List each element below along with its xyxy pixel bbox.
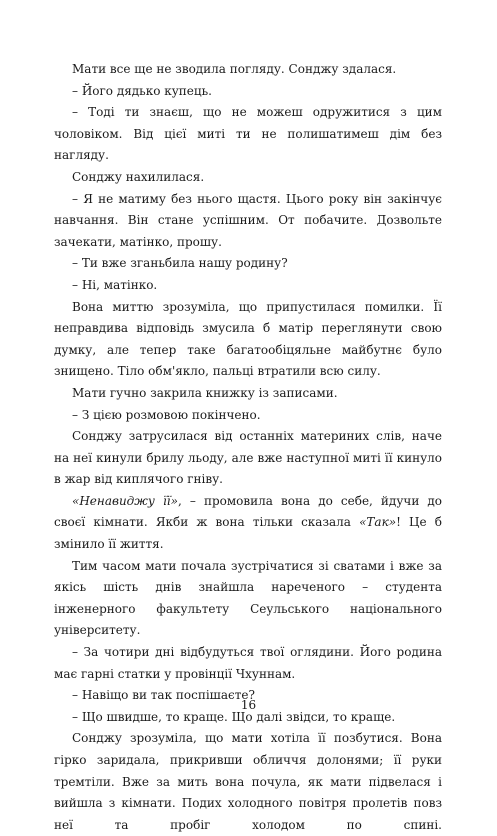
paragraph	[54, 491, 442, 556]
paragraph: – Я не матиму без нього щастя. Цього року він закінчує навчання. Він стане успішним. От побачите. Дозвольте зачекати, матінко, прошу.	[54, 191, 442, 249]
paragraph: – Що швидше, то краще. Що далі звідси, то краще.	[72, 709, 396, 724]
italic-quote: «Ненавиджу її»	[72, 493, 178, 508]
paragraph-text: , – промовила вона до себе, йдучи до своєї кімнати. Якби ж вона тільки сказала	[54, 493, 442, 530]
paragraph: – За чотири дні відбудуться твої оглядини. Його родина має гарні статки у провінції Чхуннам.	[54, 645, 442, 681]
paragraph: Тим часом мати почала зустрічатися зі сватами і вже за якісь шість днів знайшла нареченого – студента інженерного факультету Сеульського національного університету.	[54, 558, 442, 638]
paragraph: – Його дядько купець.	[72, 83, 212, 98]
paragraph: Мати гучно закрила книжку із записами.	[72, 385, 338, 400]
paragraph: – Тоді ти знаєш, що не можеш одружитися з цим чоловіком. Від цієї миті ти не полишатимеш дім без нагляду.	[54, 105, 442, 163]
paragraph: Мати все ще не зводила погляду. Сонджу здалася.	[72, 62, 397, 76]
paragraph: – Навіщо ви так поспішаєте?	[72, 688, 255, 703]
paragraph-text: ! Це б змінило її життя.	[54, 515, 442, 552]
page-number: 16	[240, 698, 257, 712]
italic-word: «Так»	[359, 515, 397, 530]
paragraph: Сонджу нахилилася.	[72, 169, 205, 184]
paragraph: Сонджу затрусилася від останніх материних слів, наче на неї кинули брилу льоду, але вже наступної миті її кинуло в жар від киплячого гніву.	[54, 429, 442, 487]
paragraph: Сонджу зрозуміла, що мати хотіла її позбутися. Вона гірко заридала, прикривши обличчя долонями; її руки тремтіли. Вже за мить вона почула, як мати підвелася і вийшла з кімнати. Подих холодного повітря пролетів повз неї та пробіг холодом по спині.	[54, 731, 442, 832]
paragraph: – З цією розмовою покінчено.	[72, 407, 261, 422]
paragraph: – Ні, матінко.	[72, 277, 158, 292]
paragraph: – Ти вже зганьбила нашу родину?	[72, 256, 288, 271]
body-text	[54, 59, 442, 836]
paragraph: Вона миттю зрозуміла, що припустилася помилки. Її неправдива відповідь змусила б матір переглянути свою думку, але тепер таке багатообіцяльне майбутнє було знищено. Тіло обм'якло, пальці втратили всю силу.	[54, 299, 442, 379]
